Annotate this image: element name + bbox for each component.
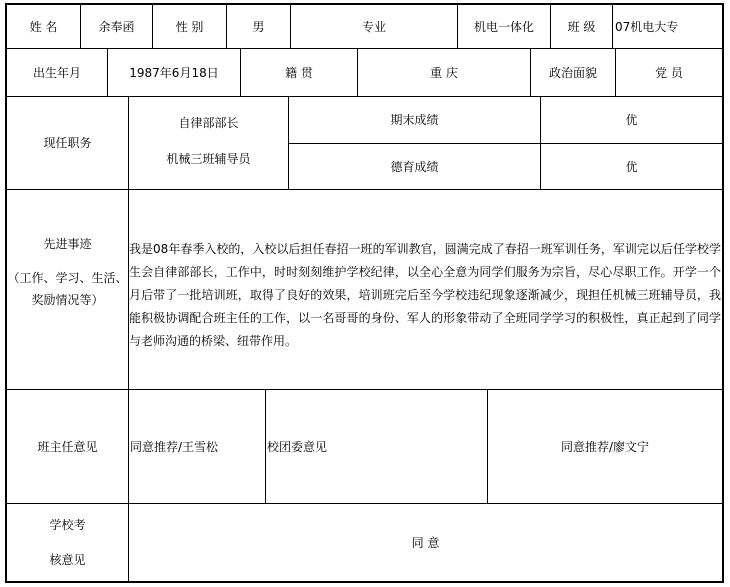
achievements-text: 我是08年春季入校的，入校以后担任春招一班的军训教官，圆满完成了春招一班军训任务，军训完以后任学校学生会自律部部长，工作中，时时刻刻维护学校纪律，以全心全意为同学们服务为宗旨，尽心尽职工作。开学一个月后带了一批培训班，取得了良好的效果，培训班完后至今学校违纪现象逐渐减少，现担任机械三班辅导员，我能积极协调配合班主任的工作，以一名哥哥的身份、军人的形象带动了全班同学学习的积极性，真正起到了同学与老师沟通的桥梁、纽带作用。 — [129, 242, 721, 348]
league-opinion: 同意推荐/廖文宁 — [560, 439, 650, 454]
position-label: 现任职务 — [43, 136, 92, 150]
class-value: 07机电大专 — [615, 19, 679, 34]
native-value: 重 庆 — [430, 65, 458, 80]
col-divider — [612, 3, 613, 49]
row-divider — [5, 189, 724, 190]
name-value: 余奉函 — [98, 19, 135, 34]
moral-score-label: 德育成绩 — [390, 159, 439, 174]
achievements-label-3: 奖励情况等） — [31, 293, 104, 307]
major-value: 机电一体化 — [473, 19, 534, 34]
gender-value: 男 — [252, 19, 265, 34]
birth-label: 出生年月 — [32, 65, 81, 80]
position-line2: 机械三班辅导员 — [166, 152, 251, 166]
achievements-label-2: （工作、学习、生活、 — [7, 271, 128, 285]
native-label: 籍 贯 — [285, 65, 313, 80]
political-label: 政治面貌 — [548, 65, 597, 80]
gender-label: 性 别 — [175, 19, 204, 34]
final-score-label: 期末成绩 — [390, 113, 439, 127]
league-opinion-label: 校团委意见 — [267, 439, 328, 454]
political-value: 党 员 — [655, 65, 683, 80]
teacher-opinion-label: 班主任意见 — [37, 439, 98, 454]
name-label: 姓 名 — [29, 19, 58, 34]
final-score-value: 优 — [625, 113, 638, 127]
class-label: 班 级 — [567, 19, 596, 34]
birth-value: 1987年6月18日 — [129, 65, 219, 80]
achievements-label-1: 先进事迹 — [43, 237, 92, 251]
school-opinion-label-2: 核意见 — [49, 553, 86, 567]
teacher-opinion: 同意推荐/王雪松 — [130, 439, 219, 454]
moral-score-value: 优 — [625, 159, 638, 174]
school-opinion-label-1: 学校考 — [49, 518, 86, 532]
school-opinion: 同 意 — [411, 535, 440, 550]
position-line1: 自律部部长 — [178, 116, 239, 130]
col-divider — [265, 389, 266, 504]
major-label: 专业 — [361, 19, 386, 34]
